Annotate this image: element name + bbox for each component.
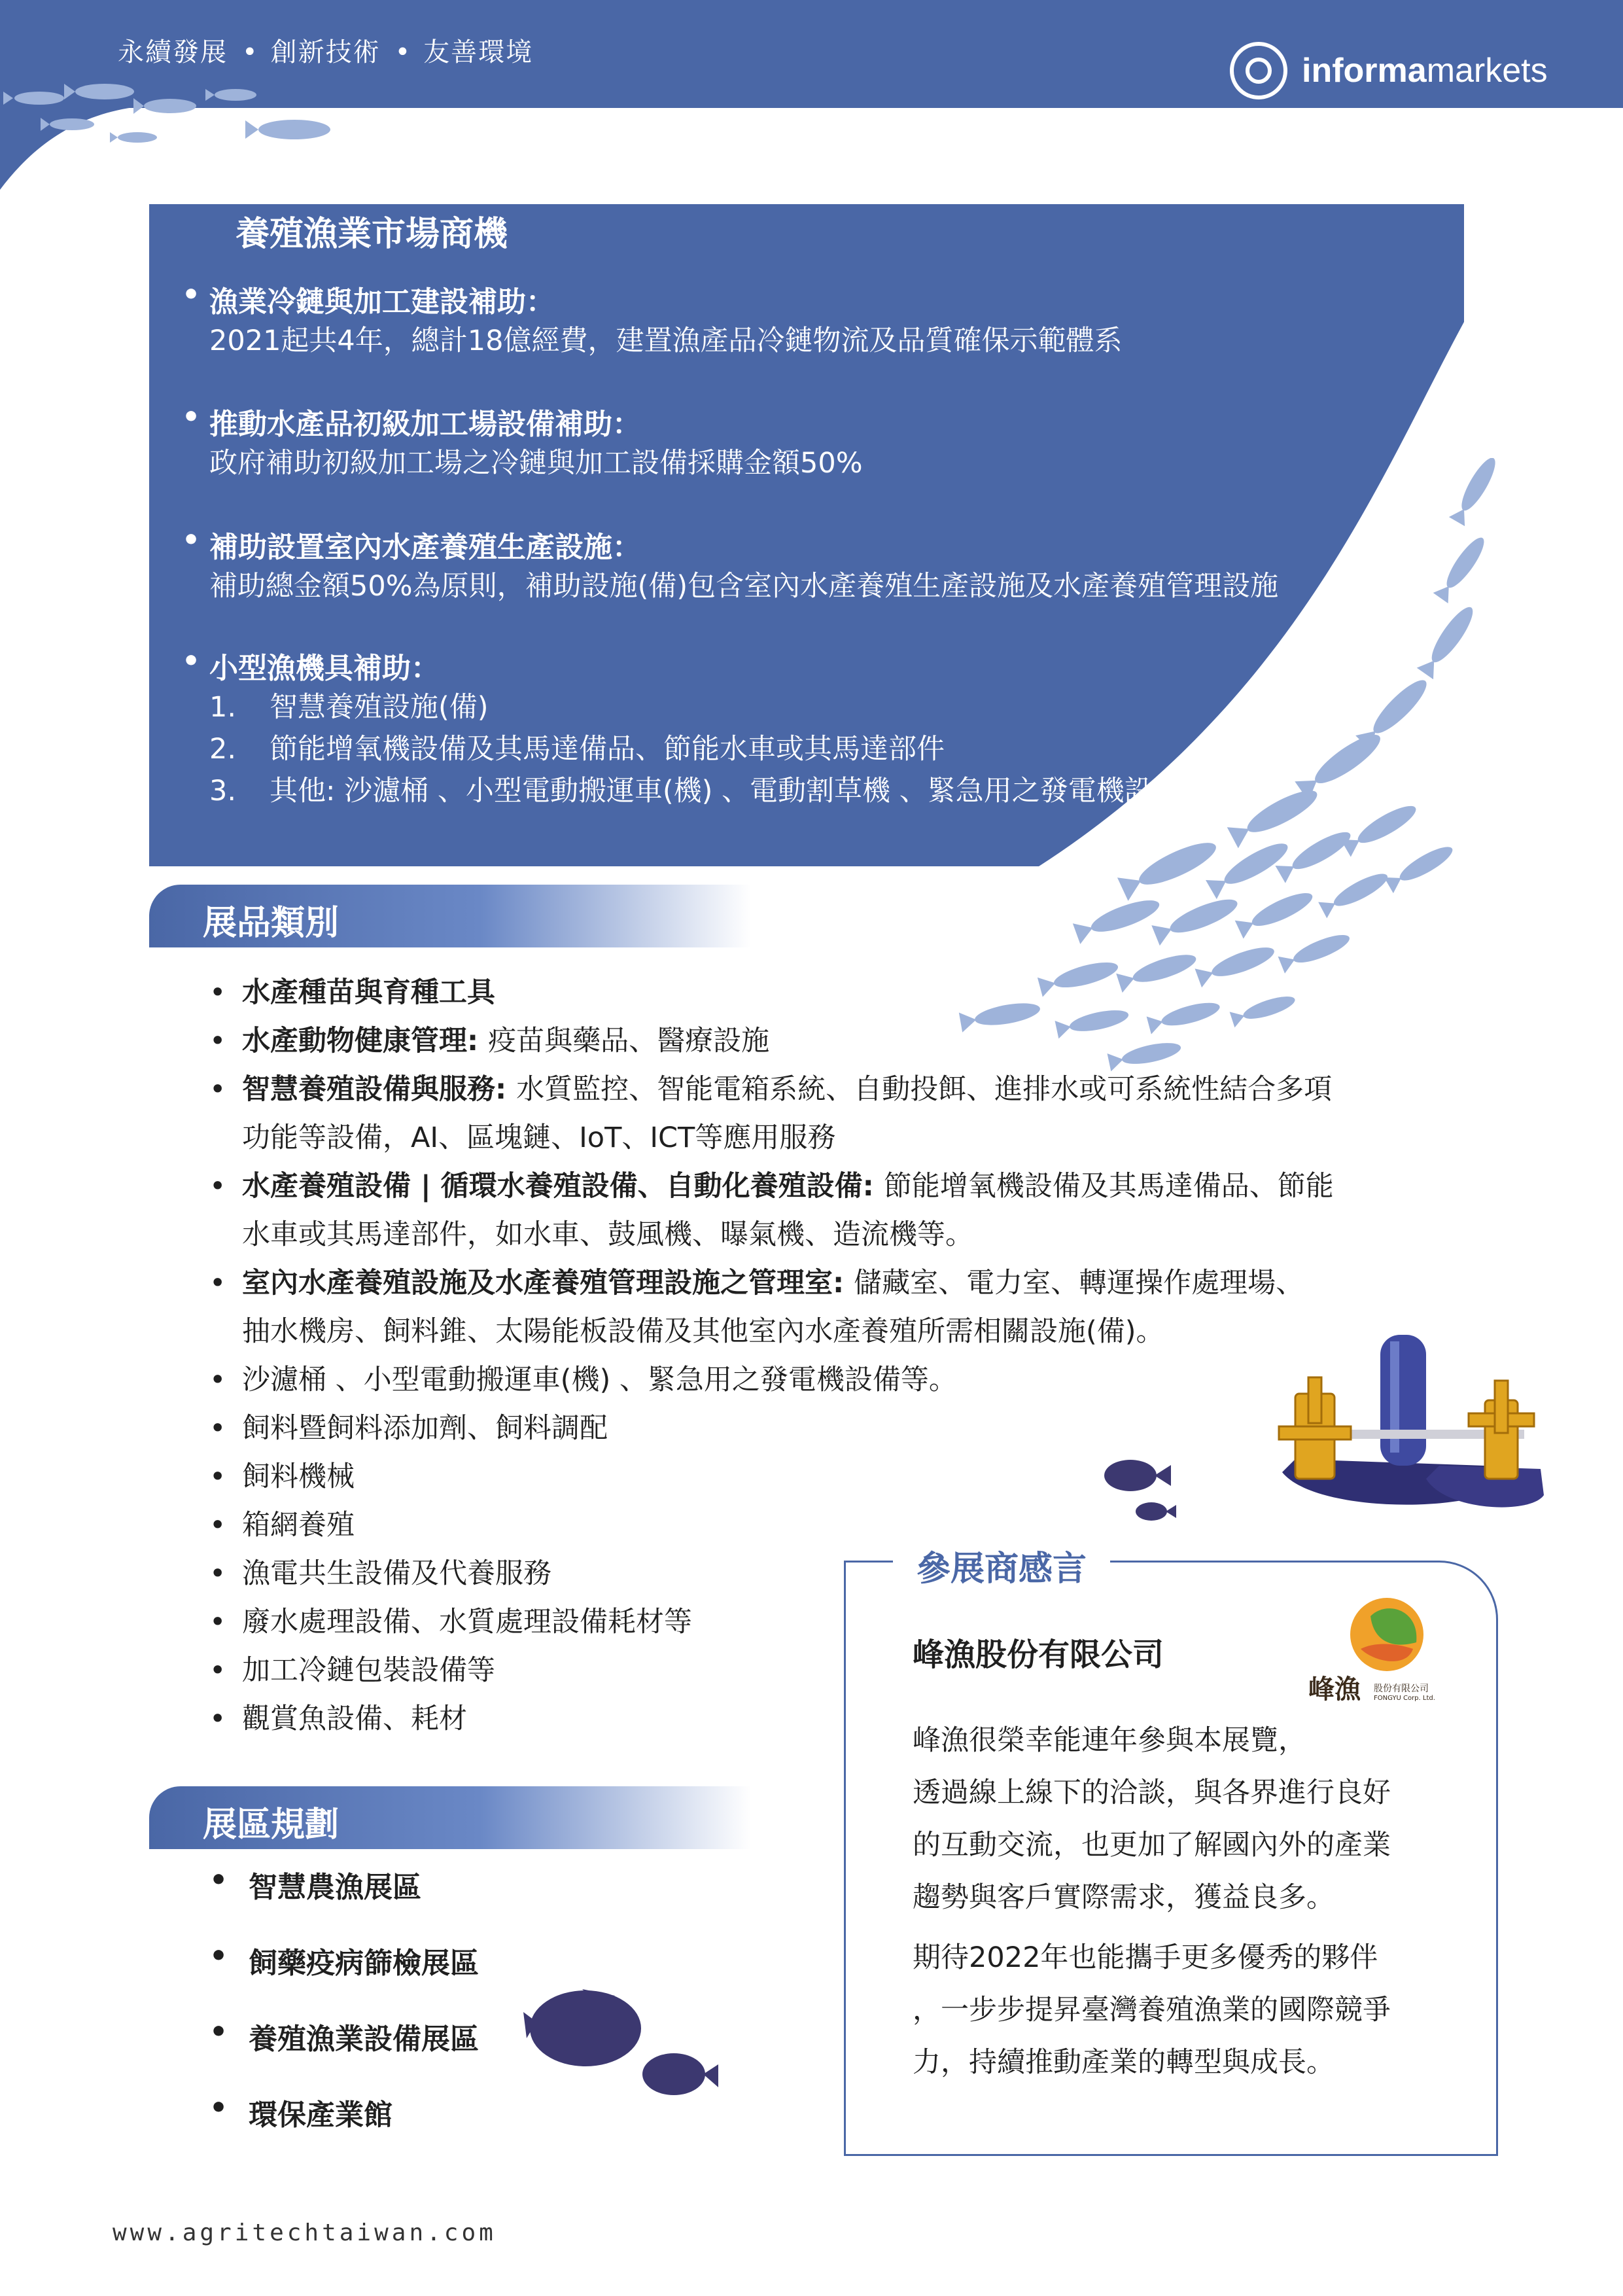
list-number: 1. [209,691,237,724]
product-cont: 水車或其馬達部件，如水車、鼓風機、曝氣機、造流機等。 [242,1218,973,1251]
product-text: 飼料暨飼料添加劑、飼料調配 [242,1412,608,1445]
product-item [209,1501,1452,1549]
company-logo [1308,1597,1446,1714]
market-item [209,278,1123,362]
testimonial-title: 參展商感言 [893,1541,1110,1590]
tagline-item: 創新技術 [270,37,381,67]
company-logo-en: FONGYU Corp. Ltd. [1374,1695,1435,1702]
brand-name-light: markets [1426,52,1548,90]
aerator-machine-icon [1269,1315,1550,1531]
testimonial-line: 透過線上線下的洽談，與各界進行良好 [913,1776,1391,1809]
products-title: 展品類別 [203,904,340,943]
market-item-heading: • 推動水產品初級加工場設備補助： [209,400,863,442]
product-item [209,1017,1452,1065]
list-text: 節能增氧機設備及其馬達備品、節能水車或其馬達部件 [270,733,945,766]
product-text: 儲藏室、電力室、轉運操作處理場、 [854,1267,1304,1299]
products-tab [149,885,751,947]
list-text: 智慧養殖設施(備) [270,691,489,724]
dark-fish-icon [1099,1456,1184,1528]
product-text: 疫苗與藥品、醫療設施 [488,1025,770,1057]
product-text: 漁電共生設備及代養服務 [242,1557,551,1590]
zone-item: • 環保產業館 [209,2091,479,2167]
product-bold: 水產動物健康管理: [242,1025,489,1057]
testimonial-line: 期待2022年也能攜手更多優秀的夥伴 [913,1941,1378,1974]
informa-logo-icon [1230,42,1287,99]
tagline: 永續發展 • 創新技術 • 友善環境 [118,37,534,67]
market-item-body: 補助總金額50%為原則，補助設施(備)包含室內水產養殖生產設施及水產養殖管理設施 [209,570,1279,603]
product-text: 飼料機械 [242,1460,355,1493]
testimonial-line: 力，持續推動產業的轉型與成長。 [913,2046,1335,2079]
product-text: 箱網養殖 [242,1509,355,1542]
zones-tab [149,1786,751,1849]
product-item [209,1259,1452,1356]
zones-title: 展區規劃 [203,1805,340,1845]
product-text: 廢水處理設備、水質處理設備耗材等 [242,1606,692,1638]
product-item [209,1356,1452,1404]
product-cont: 功能等設備，AI、區塊鏈、IoT、ICT等應用服務 [242,1122,836,1154]
testimonial-line: ，一步步提昇臺灣養殖漁業的國際競爭 [913,1994,1391,2026]
product-text: 加工冷鏈包裝設備等 [242,1654,495,1687]
brand-name-bold: informa [1302,52,1427,90]
zone-item: • 養殖漁業設備展區 [209,2015,479,2091]
list-number: 3. [209,775,237,807]
market-item-body: 政府補助初級加工場之冷鏈與加工設備採購金額50% [209,447,863,480]
header-fish-icon [0,72,366,170]
product-text: 沙濾桶 、小型電動搬運車(機) 、緊急用之發電機設備等。 [242,1364,957,1396]
product-item [209,1453,1452,1501]
market-title: 養殖漁業市場商機 [236,215,508,254]
product-text: 水質監控、智能電箱系統、自動投餌、進排水或可系統性結合多項 [516,1073,1333,1106]
zone-item: • 智慧農漁展區 [209,1863,479,1939]
market-item [209,400,863,484]
testimonial-paragraph [913,1714,1391,1924]
product-bold: 水產養殖設備 | 循環水養殖設備、自動化養殖設備: [242,1170,884,1203]
dark-fish-pair-icon [523,1976,720,2113]
testimonial-line: 峰漁很榮幸能連年參與本展覽， [913,1724,1306,1757]
market-item-heading: • 補助設置室內水產養殖生產設施： [209,523,1278,565]
company-logo-text: 峰漁 [1308,1674,1361,1704]
testimonial-line: 的互動交流，也更加了解國內外的產業 [913,1829,1391,1862]
company-logo-sub: 股份有限公司 [1374,1684,1429,1694]
zones-list [209,1863,479,2167]
website-url: www.agritechtaiwan.com [113,2219,497,2246]
product-text: 觀賞魚設備、耗材 [242,1703,467,1735]
product-item [209,1404,1452,1453]
brand-logo [1230,38,1548,103]
product-item [209,1162,1452,1259]
product-cont: 抽水機房、飼料錐、太陽能板設備及其他室內水產養殖所需相關設施(備)。 [242,1315,1164,1348]
tagline-item: 友善環境 [423,37,534,67]
product-bold: 智慧養殖設備與服務: [242,1073,517,1106]
tagline-item: 永續發展 [118,37,228,67]
testimonial-line: 趨勢與客戶實際需求，獲益良多。 [913,1881,1335,1914]
list-text: 其他: 沙濾桶 、小型電動搬運車(機) 、電動割草機 、緊急用之發電機設備等 [270,775,1209,807]
zone-item: • 飼藥疫病篩檢展區 [209,1939,479,2015]
product-bold: 室內水產養殖設施及水產養殖管理設施之管理室: [242,1267,854,1299]
product-bold: 水產種苗與育種工具 [242,976,495,1009]
market-item-body: 2021起共4年，總計18億經費，建置漁產品冷鏈物流及品質確保示範體系 [209,325,1123,357]
product-item [209,968,1452,1017]
market-item-heading: • 漁業冷鏈與加工建設補助： [209,278,1123,320]
testimonial-paragraph [913,1932,1391,2089]
market-item-heading: • 小型漁機具補助： [209,645,1209,686]
list-number: 2. [209,733,237,766]
company-name: 峰漁股份有限公司 [913,1636,1164,1673]
product-item [209,1065,1452,1162]
product-text: 節能增氧機設備及其馬達備品、節能 [883,1170,1334,1203]
